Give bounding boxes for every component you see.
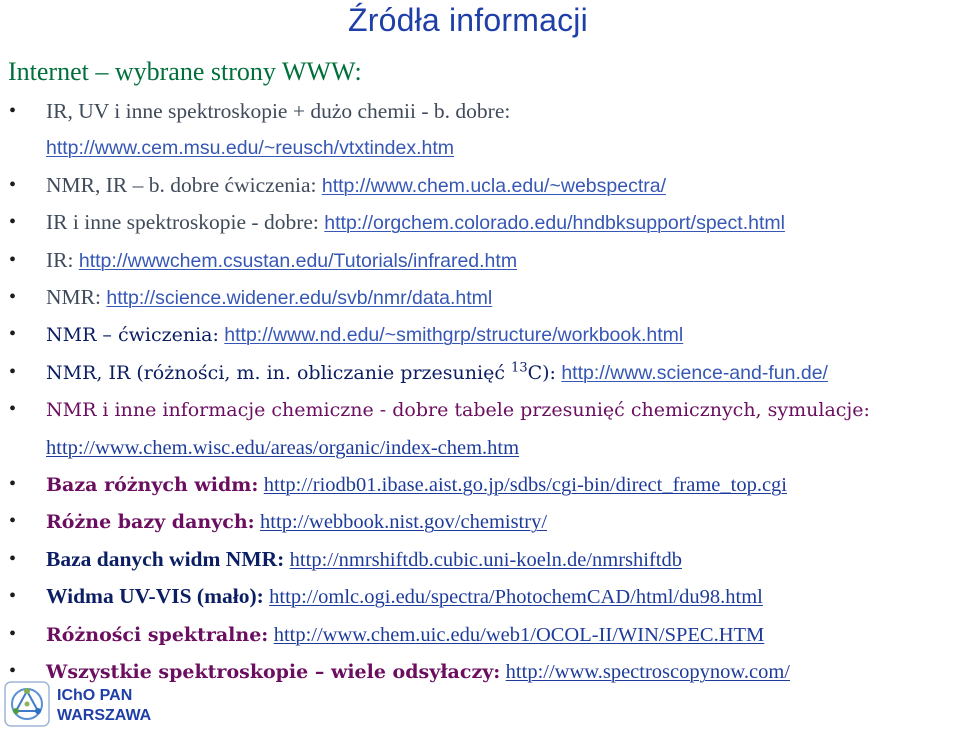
item-link[interactable]: http://www.cem.msu.edu/~reusch/vtxtindex.htm bbox=[46, 137, 455, 160]
item-link[interactable]: http://science.widener.edu/svb/nmr/data.html bbox=[106, 287, 493, 310]
item-label: NMR, IR – b. dobre ćwiczenia: bbox=[46, 172, 317, 197]
item-link[interactable]: http://webbook.nist.gov/chemistry/ bbox=[260, 511, 548, 534]
list-item bbox=[0, 391, 960, 466]
list-item bbox=[0, 541, 960, 578]
list-item bbox=[0, 167, 960, 204]
item-label: Baza różnych widm: bbox=[46, 474, 259, 497]
item-label: NMR – ćwiczenia: bbox=[46, 324, 219, 347]
isotope-superscript: 13 bbox=[511, 360, 528, 376]
item-label: Widma UV-VIS (mało): bbox=[46, 584, 264, 609]
item-link[interactable]: http://www.nd.edu/~smithgrp/structure/workbook.html bbox=[224, 324, 684, 347]
item-label: IR, UV i inne spektroskopie + dużo chemii - b. dobre: bbox=[46, 99, 511, 123]
list-item bbox=[0, 316, 960, 353]
item-link[interactable]: http://omlc.ogi.edu/spectra/PhotochemCAD/html/du98.html bbox=[269, 586, 763, 609]
list-item bbox=[0, 242, 960, 279]
item-link[interactable]: http://riodb01.ibase.aist.go.jp/sdbs/cgi-bin/direct_frame_top.cgi bbox=[263, 474, 787, 497]
item-label: NMR: bbox=[46, 285, 101, 310]
item-link[interactable]: http://nmrshiftdb.cubic.uni-koeln.de/nmrshiftdb bbox=[289, 548, 682, 571]
institute-line-2: WARSZAWA bbox=[57, 707, 152, 724]
institute-logo-icon bbox=[4, 681, 50, 727]
list-item bbox=[0, 466, 960, 503]
list-item bbox=[0, 503, 960, 540]
item-link[interactable]: http://www.spectroscopynow.com/ bbox=[505, 661, 790, 684]
item-link[interactable]: http://www.science-and-fun.de/ bbox=[561, 361, 828, 384]
item-label: IR: bbox=[46, 247, 74, 272]
list-item bbox=[0, 653, 960, 690]
list-item bbox=[0, 578, 960, 615]
item-label: NMR i inne informacje chemiczne - dobre tabele przesunięć chemicznych, symulacje: bbox=[46, 399, 870, 422]
item-label: Różności spektralne: bbox=[46, 623, 269, 646]
item-label: Różne bazy danych: bbox=[46, 511, 255, 534]
item-link[interactable]: http://orgchem.colorado.edu/hndbksupport/spect.html bbox=[324, 212, 785, 235]
item-label bbox=[46, 362, 556, 384]
institute-line-1: IChO PAN bbox=[57, 687, 133, 704]
item-link[interactable]: http://www.chem.ucla.edu/~webspectra/ bbox=[321, 174, 666, 197]
item-label-main: NMR, IR (różności, m. in. obliczanie przesunięć bbox=[46, 361, 505, 384]
item-link[interactable]: http://wwwchem.csustan.edu/Tutorials/infrared.htm bbox=[78, 249, 518, 272]
item-link[interactable]: http://www.chem.uic.edu/web1/OCOL-II/WIN/SPEC.HTM bbox=[273, 623, 765, 646]
list-item bbox=[0, 93, 960, 167]
link-list bbox=[0, 93, 960, 691]
list-item bbox=[0, 279, 960, 316]
item-label: IR i inne spektroskopie - dobre: bbox=[46, 210, 319, 235]
item-label: Baza danych widm NMR: bbox=[46, 546, 285, 571]
item-link[interactable]: http://www.chem.wisc.edu/areas/organic/index-chem.htm bbox=[46, 436, 520, 459]
institute-name bbox=[57, 686, 151, 726]
list-item bbox=[0, 616, 960, 653]
section-subtitle: Internet – wybrane strony WWW: bbox=[8, 57, 362, 86]
list-item bbox=[0, 204, 960, 241]
item-label-end: C): bbox=[527, 361, 556, 384]
item-label: Wszystkie spektroskopie – wiele odsyłaczy: bbox=[46, 661, 501, 684]
page-title: Źródła informacji bbox=[348, 2, 588, 38]
list-item bbox=[0, 354, 960, 391]
